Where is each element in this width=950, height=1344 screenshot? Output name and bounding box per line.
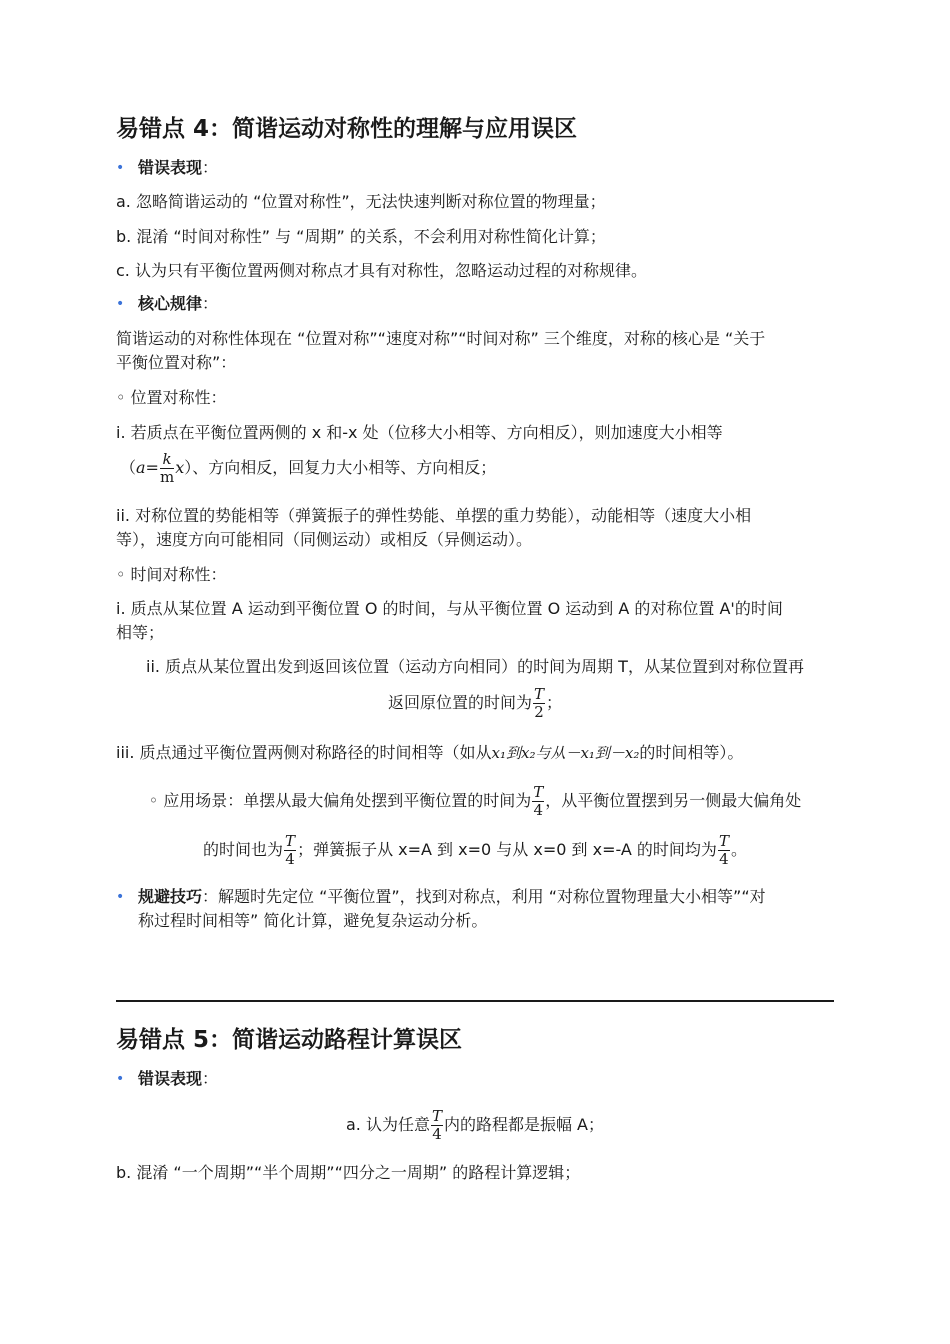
- bullet-core-rules: [138, 292, 218, 316]
- math-expression: x₁到x₂与从－x₁到－x₂: [491, 744, 640, 762]
- bullet-error-symptoms: [138, 156, 218, 180]
- position-symmetry-title: ◦ 位置对称性：: [116, 388, 227, 407]
- fraction-denominator: 4: [719, 850, 729, 868]
- text: iii. 质点通过平衡位置两侧对称路径的时间相等（如从: [116, 743, 492, 762]
- fraction-T-over-4: [718, 833, 730, 868]
- text: a. 认为任意: [345, 1115, 430, 1134]
- text: 、方向相反，回复力大小相等、方向相反；: [192, 458, 497, 477]
- error-item-a: a. 忽略简谐运动的 “位置对称性”，无法快速判断对称位置的物理量；: [116, 192, 606, 211]
- bullet-dot: •: [116, 160, 125, 176]
- fraction-numerator: k: [160, 451, 174, 469]
- fraction-denominator: 2: [534, 703, 544, 721]
- bullet-label: 核心规律: [138, 294, 203, 313]
- fraction-numerator: T: [718, 832, 729, 850]
- fraction-numerator: T: [533, 685, 544, 703]
- text: ；: [546, 693, 563, 712]
- bullet-colon: ：: [202, 1069, 219, 1088]
- error-item-b: b. 混淆 “时间对称性” 与 “周期” 的关系，不会利用对称性简化计算；: [116, 227, 606, 246]
- fraction-numerator: T: [431, 1107, 442, 1125]
- fraction-k-over-m: [160, 451, 174, 486]
- error-item-b: b. 混淆 “一个周期”“半个周期”“四分之一周期” 的路程计算逻辑；: [116, 1163, 581, 1182]
- text: ◦ 应用场景：单摆从最大偏角处摆到平衡位置的时间为: [148, 791, 532, 810]
- fraction-T-over-2: [533, 686, 545, 721]
- text: 内的路程都是振幅 A；: [443, 1115, 605, 1134]
- text: 。: [730, 840, 747, 859]
- bullet-dot: •: [116, 1071, 125, 1087]
- fraction-denominator: 4: [533, 801, 544, 819]
- application-line1: [116, 781, 834, 821]
- formula-a: a=: [136, 458, 159, 477]
- text: 的时间也为: [203, 840, 284, 859]
- section-divider: [116, 1000, 834, 1002]
- fraction-T-over-4: [431, 1108, 443, 1143]
- bullet-dot: •: [116, 296, 125, 312]
- text: 的时间相等）。: [639, 743, 744, 762]
- position-item-ii-line1: ii. 对称位置的势能相等（弹簧振子的弹性势能、单摆的重力势能），动能相等（速度大小相: [116, 506, 752, 525]
- section-4-title: 易错点 4：简谐运动对称性的理解与应用误区: [116, 116, 578, 142]
- bullet-dot: •: [116, 889, 125, 905]
- bullet-avoidance-tips-line1: [138, 885, 766, 909]
- paren: （: [120, 458, 137, 477]
- fraction-numerator: T: [285, 832, 296, 850]
- position-item-ii-line2: 等），速度方向可能相同（同侧运动）或相反（异侧运动）。: [116, 530, 533, 549]
- position-item-i-line1: i. 若质点在平衡位置两侧的 x 和-x 处（位移大小相等、方向相反），则加速度大小相等: [116, 423, 723, 442]
- text: ，从平衡位置摆到另一侧最大偏角处: [545, 791, 802, 810]
- core-paragraph-line2: 平衡位置对称”：: [116, 353, 237, 372]
- bullet-colon: ：: [202, 294, 219, 313]
- bullet-label: 错误表现: [138, 158, 203, 177]
- fraction-denominator: m: [159, 468, 175, 486]
- position-item-i-line2: [120, 448, 496, 488]
- bullet-label: 错误表现: [138, 1069, 203, 1088]
- section-5-title: 易错点 5：简谐运动路程计算误区: [116, 1027, 463, 1053]
- error-item-a: [116, 1105, 834, 1145]
- time-item-ii-line1: ii. 质点从某位置出发到返回该位置（运动方向相同）的时间为周期 T，从某位置到对称位置再: [146, 657, 804, 676]
- time-symmetry-title: ◦ 时间对称性：: [116, 565, 227, 584]
- bullet-label: 规避技巧: [138, 887, 203, 906]
- error-item-c: c. 认为只有平衡位置两侧对称点才具有对称性，忽略运动过程的对称规律。: [116, 261, 647, 280]
- text: 返回原位置的时间为: [387, 693, 532, 712]
- formula-x: x: [175, 458, 185, 477]
- time-item-i-line2: 相等；: [116, 623, 165, 642]
- time-item-i-line1: i. 质点从某位置 A 运动到平衡位置 O 的时间，与从平衡位置 O 运动到 A 的对称位置 A'的时间: [116, 599, 783, 618]
- bullet-colon: ：: [202, 158, 219, 177]
- fraction-denominator: 4: [285, 850, 295, 868]
- fraction-numerator: T: [533, 783, 544, 801]
- bullet-error-symptoms: [138, 1067, 218, 1091]
- time-item-iii: [116, 741, 743, 765]
- bullet-avoidance-tips-line2: 称过程时间相等” 简化计算，避免复杂运动分析。: [138, 911, 488, 930]
- time-item-ii-line2: [116, 683, 834, 723]
- fraction-T-over-4: [284, 833, 296, 868]
- fraction-T-over-4: [532, 784, 544, 819]
- core-paragraph-line1: 简谐运动的对称性体现在 “位置对称”“速度对称”“时间对称” 三个维度，对称的核心是 “关于: [116, 329, 766, 348]
- text: ：解题时先定位 “平衡位置”，找到对称点，利用 “对称位置物理量大小相等”“对: [202, 887, 766, 906]
- text: ；弹簧振子从 x=A 到 x=0 与从 x=0 到 x=-A 的时间均为: [297, 840, 717, 859]
- fraction-denominator: 4: [432, 1125, 442, 1143]
- paren: ）: [184, 458, 193, 477]
- application-line2: [116, 830, 834, 870]
